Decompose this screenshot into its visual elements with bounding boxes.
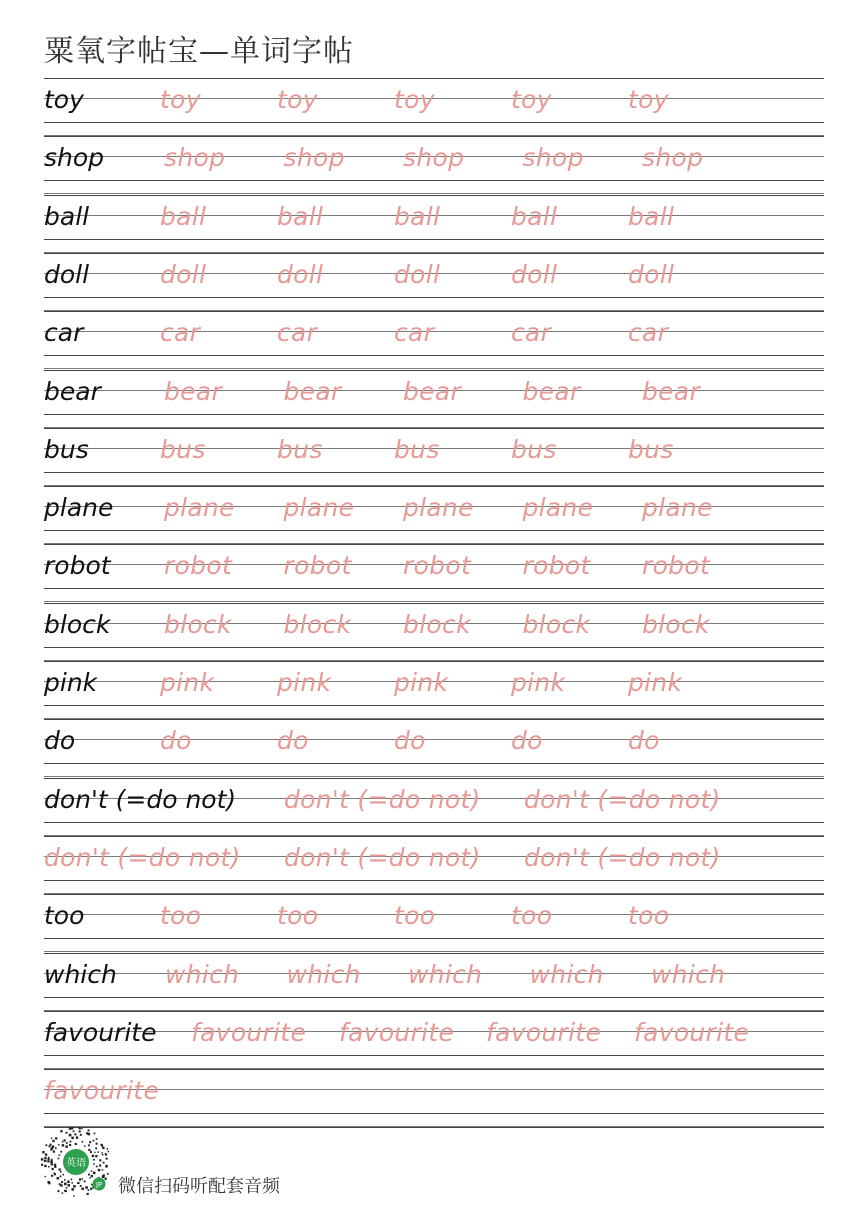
ruling-line: [44, 953, 824, 954]
ruling-line: [44, 836, 824, 837]
trace-word: toy: [160, 85, 201, 114]
trace-word: car: [511, 318, 552, 348]
trace-word: car: [160, 318, 201, 348]
trace-word: shop: [283, 143, 345, 173]
ruling-line: [44, 1113, 824, 1114]
ruling-line: [44, 239, 824, 240]
ruling-line: [44, 588, 824, 589]
ruling-line: [44, 370, 824, 371]
trace-word: don't (=do not): [524, 784, 721, 814]
ruling-line: [44, 1011, 824, 1012]
trace-word: too: [628, 901, 670, 931]
qr-code-icon[interactable]: [40, 1126, 112, 1198]
model-word: bear: [44, 376, 101, 406]
trace-word: pink: [511, 668, 566, 697]
trace-word: car: [628, 318, 669, 348]
ruling-line: [44, 661, 824, 662]
trace-word: bear: [164, 376, 223, 406]
trace-word: don't (=do not): [44, 842, 241, 872]
footer-audio-hint: 微信扫码听配套音频: [118, 1176, 280, 1197]
model-word: toy: [44, 85, 84, 114]
ruling-line: [44, 253, 824, 254]
ruling-line: [44, 880, 824, 881]
trace-word: too: [394, 901, 436, 931]
model-word: robot: [44, 551, 111, 581]
ruling-line: [44, 311, 824, 312]
trace-word: favourite: [191, 1017, 307, 1047]
trace-word: too: [511, 901, 553, 931]
trace-word: doll: [511, 259, 558, 289]
model-word: doll: [44, 259, 90, 289]
trace-word: robot: [522, 551, 591, 581]
trace-word: favourite: [44, 1076, 160, 1106]
ruling-line: [44, 1089, 824, 1090]
trace-word: doll: [394, 259, 441, 289]
ruling-line: [44, 530, 824, 531]
trace-word: favourite: [486, 1017, 602, 1047]
trace-word: pink: [394, 668, 449, 697]
trace-word: toy: [277, 85, 318, 114]
ruling-line: [44, 894, 824, 895]
ruling-line: [44, 122, 824, 123]
trace-word: too: [277, 901, 319, 931]
ruling-line: [44, 1069, 824, 1070]
trace-word: don't (=do not): [284, 784, 481, 814]
trace-word: plane: [283, 493, 355, 523]
ruling-line: [44, 472, 824, 473]
trace-word: robot: [642, 551, 711, 581]
model-word: shop: [44, 143, 105, 173]
trace-word: favourite: [339, 1017, 455, 1047]
trace-word: plane: [164, 493, 235, 523]
trace-word: plane: [403, 493, 474, 523]
ruling-line: [44, 486, 824, 487]
trace-word: ball: [277, 201, 324, 231]
model-word: which: [44, 959, 117, 989]
trace-word: do: [160, 726, 192, 756]
trace-word: ball: [160, 201, 207, 231]
trace-word: shop: [164, 143, 226, 173]
trace-word: doll: [160, 259, 207, 289]
trace-word: block: [403, 609, 471, 639]
trace-word: do: [628, 726, 660, 756]
ruling-line: [44, 428, 824, 429]
ruling-line: [44, 136, 824, 137]
trace-word: ball: [394, 201, 441, 231]
trace-word: which: [286, 959, 361, 989]
trace-word: shop: [403, 143, 465, 173]
footer: [40, 1126, 440, 1200]
ruling-line: [44, 822, 824, 823]
trace-word: which: [165, 959, 240, 989]
ruling-line: [44, 705, 824, 706]
ruling-line: [44, 778, 824, 779]
trace-word: which: [408, 959, 483, 989]
trace-word: pink: [628, 668, 683, 697]
model-word: block: [44, 609, 111, 639]
ruling-line: [44, 414, 824, 415]
trace-word: block: [164, 609, 232, 639]
trace-word: do: [394, 726, 426, 756]
model-word: plane: [44, 493, 114, 523]
ruling-line: [44, 195, 824, 196]
ruling-line: [44, 355, 824, 356]
ruling-line: [44, 647, 824, 648]
model-word: ball: [44, 201, 90, 231]
model-word: favourite: [44, 1017, 157, 1047]
trace-word: which: [651, 959, 726, 989]
trace-word: ball: [628, 201, 675, 231]
trace-word: doll: [628, 259, 675, 289]
trace-word: bus: [277, 434, 323, 464]
trace-word: do: [277, 726, 309, 756]
model-word: pink: [44, 668, 98, 697]
ruling-line: [44, 938, 824, 939]
ruling-line: [44, 78, 824, 79]
trace-word: car: [277, 318, 318, 348]
page-title: 粟氧字帖宝—单词字帖: [44, 34, 354, 69]
model-word: bus: [44, 434, 89, 464]
qr-corner-label: JP: [95, 1181, 103, 1189]
trace-word: pink: [277, 668, 332, 697]
ruling-line: [44, 297, 824, 298]
trace-word: favourite: [634, 1017, 750, 1047]
trace-word: pink: [160, 668, 215, 697]
ruling-line: [44, 544, 824, 545]
trace-word: don't (=do not): [284, 842, 481, 872]
model-word: do: [44, 726, 76, 756]
ruling-line: [44, 719, 824, 720]
trace-word: block: [642, 609, 710, 639]
trace-word: bear: [283, 376, 342, 406]
trace-word: robot: [164, 551, 233, 581]
trace-word: bear: [642, 376, 701, 406]
model-word: too: [44, 901, 85, 931]
trace-word: bus: [160, 434, 206, 464]
trace-word: too: [160, 901, 202, 931]
ruling-line: [44, 763, 824, 764]
ruling-line: [44, 603, 824, 604]
trace-word: ball: [511, 201, 558, 231]
trace-word: block: [283, 609, 352, 639]
trace-word: shop: [642, 143, 704, 173]
trace-word: toy: [394, 85, 435, 114]
trace-word: toy: [511, 85, 552, 114]
trace-word: bus: [511, 434, 557, 464]
trace-word: bear: [522, 376, 581, 406]
model-word: car: [44, 318, 84, 348]
trace-word: which: [529, 959, 604, 989]
trace-word: robot: [283, 551, 352, 581]
trace-word: don't (=do not): [524, 842, 721, 872]
trace-word: block: [522, 609, 591, 639]
trace-word: bus: [394, 434, 440, 464]
trace-word: plane: [642, 493, 713, 523]
ruling-line: [44, 1055, 824, 1056]
trace-word: shop: [522, 143, 584, 173]
ruling-line: [44, 180, 824, 181]
trace-word: plane: [522, 493, 594, 523]
ruling-line: [44, 997, 824, 998]
model-word: don't (=do not): [44, 784, 237, 814]
trace-word: robot: [403, 551, 472, 581]
trace-word: car: [394, 318, 435, 348]
trace-word: toy: [628, 85, 669, 114]
trace-word: do: [511, 726, 543, 756]
trace-word: bus: [628, 434, 674, 464]
qr-badge-label: 英语: [66, 1158, 86, 1169]
trace-word: doll: [277, 259, 324, 289]
trace-word: bear: [403, 376, 462, 406]
